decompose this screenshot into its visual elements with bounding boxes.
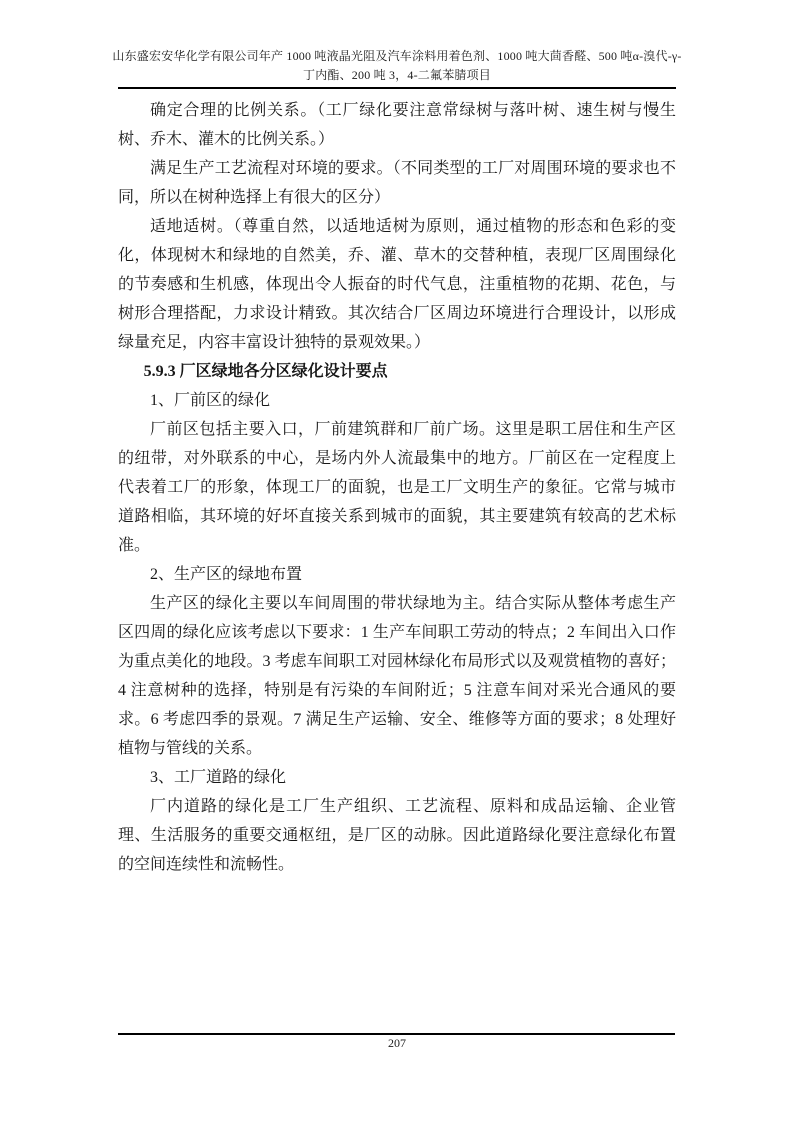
paragraph-proportion-relations: 确定合理的比例关系。（工厂绿化要注意常绿树与落叶树、速生树与慢生树、乔木、灌木的比例关系。）	[118, 102, 676, 148]
subitem-2-production-area: 2、生产区的绿地布置	[150, 566, 303, 583]
header-divider	[118, 87, 676, 89]
paragraph-factory-roads-detail: 厂内道路的绿化是工厂生产组织、工艺流程、原料和成品运输、企业管理、生活服务的重要交通枢纽，是厂区的动脉。因此道路绿化要注意绿化布置的空间连续性和流畅性。	[118, 798, 676, 873]
header-title-line-1: 山东盛宏安华化学有限公司年产 1000 吨液晶光阻及汽车涂料用着色剂、1000 吨大茴香醛、500 吨α-溴代-γ-	[112, 49, 682, 63]
page-number: 207	[388, 1036, 406, 1050]
subitem-1-front-area: 1、厂前区的绿化	[150, 392, 271, 409]
header-title-line-2: 丁内酯、200 吨 3，4-二氟苯腈项目	[303, 68, 491, 82]
paragraph-process-environment: 满足生产工艺流程对环境的要求。（不同类型的工厂对周围环境的要求也不同，所以在树种选择上有很大的区分）	[118, 160, 676, 206]
subitem-3-factory-roads: 3、工厂道路的绿化	[150, 769, 287, 786]
paragraph-front-area-detail: 厂前区包括主要入口，厂前建筑群和厂前广场。这里是职工居住和生产区的纽带，对外联系的中心，是场内外人流最集中的地方。厂前区在一定程度上代表着工厂的形象，体现工厂的面貌，也是工厂文明生产的象征。它常与城市道路相临，其环境的好坏直接关系到城市的面貌，其主要建筑有较高的艺术标准。	[118, 421, 676, 554]
section-heading-5-9-3: 5.9.3 厂区绿地各分区绿化设计要点	[143, 363, 388, 380]
page-header	[100, 47, 694, 85]
footer-divider	[118, 1033, 675, 1035]
paragraph-production-area-detail: 生产区的绿化主要以车间周围的带状绿地为主。结合实际从整体考虑生产区四周的绿化应该考虑以下要求：1 生产车间职工劳动的特点；2 车间出入口作为重点美化的地段。3 考虑车间职工对园林绿化布局形式以及观赏植物的喜好；4 注意树种的选择，特别是有污染的车间附近；5 注意车间对采光合通风的要求。6 考虑四季的景观。7 满足生产运输、安全、维修等方面的要求；8 处理好植物与管线的关系。	[118, 595, 676, 757]
document-body	[118, 96, 676, 879]
paragraph-suitable-trees: 适地适树。（尊重自然，以适地适树为原则，通过植物的形态和色彩的变化，体现树木和绿地的自然美，乔、灌、草木的交替种植，表现厂区周围绿化的节奏感和生机感，体现出令人振奋的时代气息，注重植物的花期、花色，与树形合理搭配，力求设计精致。其次结合厂区周边环境进行合理设计，以形成绿量充足，内容丰富设计独特的景观效果。）	[118, 218, 676, 351]
